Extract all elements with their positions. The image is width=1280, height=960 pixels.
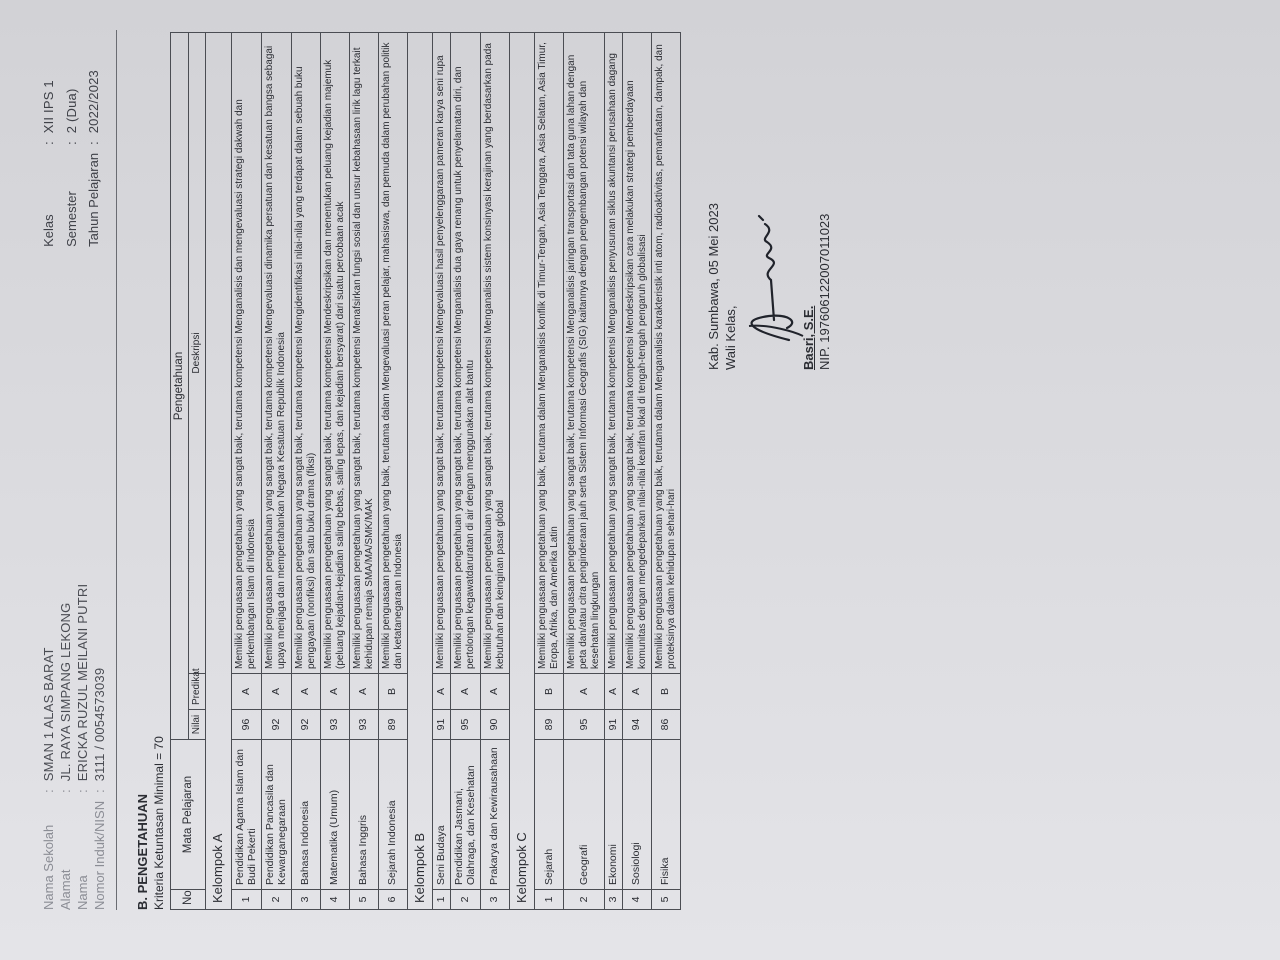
cell-no: 6 [378,890,407,910]
cell-grade: B [378,674,407,710]
cell-no: 3 [480,890,509,910]
cell-subject: Sejarah [535,740,564,890]
cell-no: 2 [261,890,291,910]
student-info-label: Nama Sekolah [41,824,56,910]
cell-subject: Prakarya dan Kewirausahaan [480,740,509,890]
class-info-value: XII IPS 1 [41,80,56,134]
cell-subject: Bahasa Inggris [349,740,378,890]
class-info-value: 2022/2023 [86,70,102,134]
cell-subject: Ekonomi [605,740,623,890]
signer-name: Basri, S.E. [800,305,816,370]
cell-score: 93 [349,710,378,740]
cell-no: 1 [231,890,261,910]
cell-no: 4 [622,890,651,910]
cell-score: 89 [378,710,407,740]
student-info-right [40,70,108,247]
cell-subject: Pendidikan Jasmani, Olahraga, dan Kesehatan [450,740,480,890]
cell-subject: Seni Budaya [433,740,451,890]
col-header-deskripsi: Deskripsi [188,33,206,674]
grades-table-body [206,33,681,910]
cell-description: Memiliki penguasaan pengetahuan yang sangat baik, terutama kompetensi Menafsirkan fungsi sosial dan unsur kebahasaan lirik lagu terkait kehidupan remaja SMA/MA/SMK/MAK [349,33,378,674]
colon-separator: : [58,789,73,793]
cell-description: Memiliki penguasaan pengetahuan yang sangat baik, terutama kompetensi Mengidentifikasi nilai-nilai yang terdapat dalam sebuah buku pengayaan (nonfiksi) dan satu buku drama (fiksi) [291,33,320,674]
colon-separator: : [63,141,79,145]
cell-description: Memiliki penguasaan pengetahuan yang sangat baik, terutama kompetensi Mengevaluasi hasil penyelenggaraan pameran karya seni rupa [433,33,451,674]
cell-description: Memiliki penguasaan pengetahuan yang baik, terutama dalam Mengevaluasi peran pelajar, mahasiswa, dan pemuda dalam perubahan politik dan ketatanegaraan Indonesia [378,33,407,674]
col-header-mapel: Mata Pelajaran [171,740,206,890]
signer-block [801,214,833,370]
cell-grade: A [480,674,509,710]
signer-role: Wali Kelas, [722,305,738,370]
section-title: B. PENGETAHUAN [135,793,150,910]
cell-subject: Fisika [651,740,680,890]
cell-no: 1 [535,890,564,910]
table-row [320,33,349,910]
class-info-label: Kelas [41,214,56,247]
table-row [261,33,291,910]
table-row [651,33,680,910]
student-info-label: Nama [75,875,90,910]
class-info-label: Semester [63,191,79,247]
table-row [450,33,480,910]
cell-subject: Sosiologi [622,740,651,890]
class-info-label: Tahun Pelajaran [86,152,102,247]
cell-subject: Bahasa Indonesia [291,740,320,890]
kkm-label: Kriteria Ketuntasan Minimal = 70 [152,736,166,910]
table-row [291,33,320,910]
table-row [433,33,451,910]
cell-grade: A [622,674,651,710]
col-header-no: No [171,890,206,910]
table-row [480,33,509,910]
cell-no: 2 [564,890,605,910]
signature-block [681,30,881,910]
cell-no: 5 [349,890,378,910]
cell-subject: Pendidikan Agama Islam dan Budi Pekerti [231,740,261,890]
cell-description: Memiliki penguasaan pengetahuan yang baik, terutama dalam Menganalisis konflik di Timur-Tengah, Asia Tenggara, Asia Selatan, Asia Timur, Eropa, Afrika, dan Amerika Latin [535,33,564,674]
signature-scribble [729,180,809,350]
cell-no: 4 [320,890,349,910]
cell-description: Memiliki penguasaan pengetahuan yang sangat baik, terutama kompetensi Mendeskripsikan dan menentukan peluang kejadian majemuk (peluang kejadian-kejadian saling bebas, saling lepas, dan kejadian bersyarat) dari suatu percobaan acak [320,33,349,674]
cell-no: 5 [651,890,680,910]
cell-subject: Pendidikan Pancasila dan Kewarganegaraan [261,740,291,890]
colon-separator: : [75,789,90,793]
cell-description: Memiliki penguasaan pengetahuan yang sangat baik, terutama kompetensi Menganalisis dan mengevaluasi strategi dakwah dan perkembangan Islam di Indonesia [231,33,261,674]
group-row [509,33,535,910]
cell-grade: A [231,674,261,710]
table-row [622,33,651,910]
grades-table [170,32,681,910]
cell-description: Memiliki penguasaan pengetahuan yang sangat baik, terutama kompetensi Menganalisis jaringan transportasi dan tata guna lahan dengan peta dan/atau citra penginderaan jauh serta Sistem Informasi Geografis (SIG) kaitannya dengan pengembangan potensi wilayah dan kesehatan lingkungan [564,33,605,674]
class-info-value: 2 (Dua) [63,88,79,134]
cell-grade: A [320,674,349,710]
cell-grade: A [433,674,451,710]
cell-grade: B [651,674,680,710]
student-info-value: 3111 / 0054573039 [92,667,107,782]
table-row [231,33,261,910]
cell-no: 2 [450,890,480,910]
group-row [206,33,232,910]
col-header-nilai: Nilai [188,710,206,740]
cell-no: 3 [605,890,623,910]
col-header-pengetahuan: Pengetahuan [171,33,189,740]
cell-score: 95 [564,710,605,740]
cell-subject: Sejarah Indonesia [378,740,407,890]
signer-nip: NIP. 197606122007011023 [816,213,832,370]
table-row [349,33,378,910]
group-row [407,33,433,910]
colon-separator: : [92,789,107,793]
student-info-label: Alamat [58,869,73,910]
cell-grade: A [605,674,623,710]
student-info-left [40,584,108,910]
cell-grade: A [349,674,378,710]
student-info-value: ERICKA RUZUL MEILANI PUTRI [75,583,90,782]
col-header-predikat: Predikat [188,674,206,710]
colon-separator: : [41,141,56,145]
cell-description: Memiliki penguasaan pengetahuan yang sangat baik, terutama kompetensi Mengevaluasi dinamika persatuan dan kesatuan bangsa sebagai upaya menjaga dan mempertahankan Negara Kesatuan Republik Indonesia [261,33,291,674]
student-info-value: SMAN 1 ALAS BARAT [41,647,56,782]
group-title: Kelompok B [407,33,433,910]
cell-description: Memiliki penguasaan pengetahuan yang baik, terutama dalam Menganalisis karakteristik inti atom, radioaktivitas, pemanfaatan, dampak, dan proteksinya dalam kehidupan sehari-hari [651,33,680,674]
colon-separator: : [41,789,56,793]
cell-score: 93 [320,710,349,740]
group-title: Kelompok A [206,33,232,910]
cell-subject: Matematika (Umum) [320,740,349,890]
cell-grade: A [261,674,291,710]
table-row [605,33,623,910]
cell-score: 95 [450,710,480,740]
cell-subject: Geografi [564,740,605,890]
table-row [378,33,407,910]
colon-separator: : [86,141,102,145]
table-row [535,33,564,910]
cell-score: 90 [480,710,509,740]
header-divider [116,30,117,910]
cell-description: Memiliki penguasaan pengetahuan yang sangat baik, terutama kompetensi Menganalisis sistem konsinyasi kerajinan yang berdasarkan pada kebutuhan dan keinginan pasar global [480,33,509,674]
cell-score: 92 [261,710,291,740]
student-info-header [40,30,108,910]
cell-description: Memiliki penguasaan pengetahuan yang sangat baik, terutama kompetensi Mendeskripsikan cara melakukan strategi pemberdayaan komunitas dengan mengedepankan nilai-nilai kearifan lokal di tengah-tengah pengaruh globalisasi [622,33,651,674]
group-title: Kelompok C [509,33,535,910]
cell-no: 1 [433,890,451,910]
student-info-value: JL. RAYA SIMPANG LEKONG [58,602,73,782]
cell-score: 91 [433,710,451,740]
cell-score: 89 [535,710,564,740]
cell-no: 3 [291,890,320,910]
cell-score: 86 [651,710,680,740]
cell-score: 92 [291,710,320,740]
cell-score: 96 [231,710,261,740]
cell-grade: A [291,674,320,710]
cell-description: Memiliki penguasaan pengetahuan yang sangat baik, terutama kompetensi Menganalisis penyusunan siklus akuntansi perusahaan dagang [605,33,623,674]
cell-grade: B [535,674,564,710]
cell-description: Memiliki penguasaan pengetahuan yang sangat baik, terutama kompetensi Menganalisis dua gaya renang untuk penyelamatan diri, dan pertolongan kegawatdaruratan di air dengan menggunakan alat bantu [450,33,480,674]
cell-score: 91 [605,710,623,740]
cell-score: 94 [622,710,651,740]
cell-grade: A [564,674,605,710]
cell-grade: A [450,674,480,710]
student-info-label: Nomor Induk/NISN [92,800,107,910]
place-date: Kab. Sumbawa, 05 Mei 2023 [705,203,721,370]
table-row [564,33,605,910]
